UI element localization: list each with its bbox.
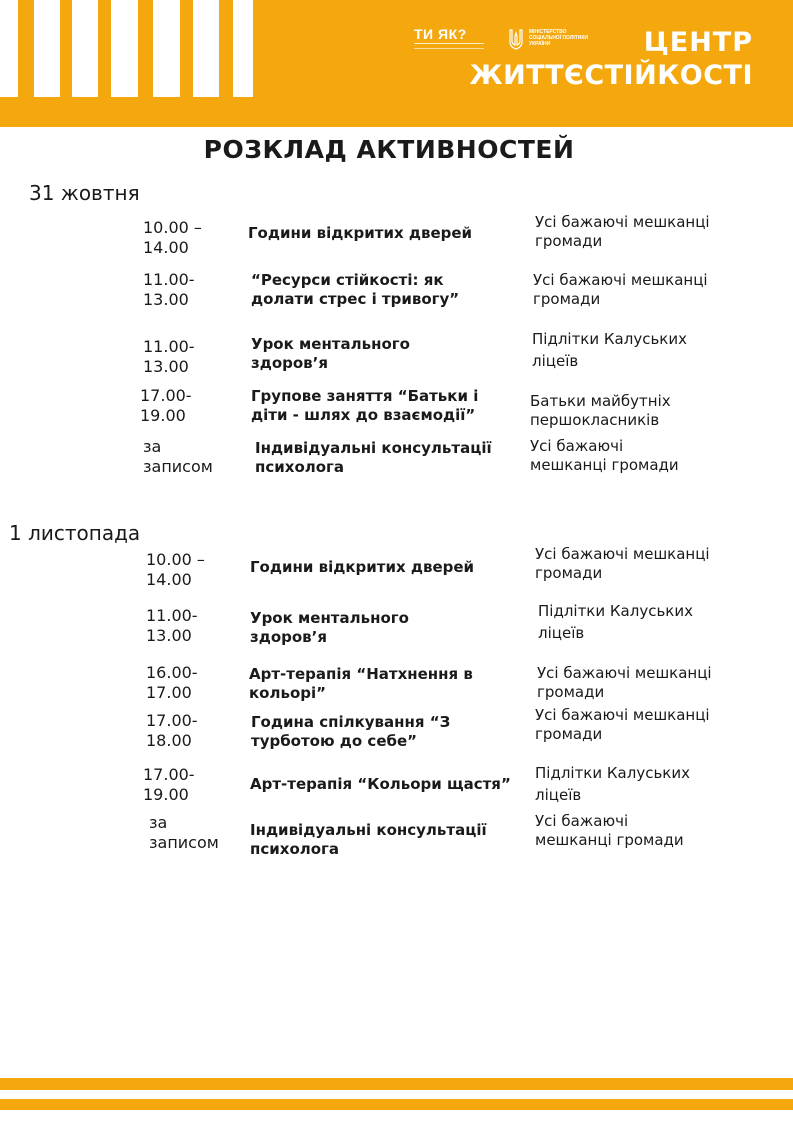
event-time: 11.00- 13.00: [146, 606, 198, 645]
event-audience: Усі бажаючі мешканці громади: [535, 706, 710, 743]
event-time: за записом: [143, 437, 213, 476]
center-logo-title: [408, 26, 753, 92]
ministry-label: МІНІСТЕРСТВО СОЦІАЛЬНОЇ ПОЛІТИКИ УКРАЇНИ: [529, 29, 589, 48]
header-stripe: [193, 0, 219, 97]
event-audience: Підлітки Калуських ліцеїв: [538, 602, 693, 642]
event-activity: Година спілкування “З турботою до себе”: [251, 713, 451, 750]
event-audience: Усі бажаючі мешканці громади: [535, 213, 710, 250]
footer-stripe: [0, 1099, 793, 1110]
event-time: 17.00- 18.00: [146, 711, 198, 750]
tiyak-logo: ТИ ЯК?: [414, 26, 467, 42]
event-time: за записом: [149, 813, 219, 852]
center-title-line2: ЖИТТЄСТІЙКОСТІ: [469, 60, 753, 91]
event-activity: Урок ментального здоров’я: [250, 609, 409, 646]
day-heading: 1 листопада: [9, 521, 141, 545]
event-time: 17.00- 19.00: [143, 765, 195, 804]
event-audience: Батьки майбутніх першокласників: [530, 392, 671, 429]
event-time: 11.00- 13.00: [143, 337, 195, 376]
event-audience: Підлітки Калуських ліцеїв: [535, 764, 690, 804]
event-audience: Усі бажаючі мешканці громади: [537, 664, 712, 701]
event-activity: Арт-терапія “Кольори щастя”: [250, 775, 511, 793]
event-audience: Усі бажаючі мешканці громади: [535, 812, 684, 849]
event-audience: Усі бажаючі мешканці громади: [535, 545, 710, 582]
header-stripe: [111, 0, 138, 97]
event-time: 17.00- 19.00: [140, 386, 192, 425]
event-activity: Арт-терапія “Натхнення в кольорі”: [249, 665, 473, 702]
event-audience: Усі бажаючі мешканці громади: [530, 437, 679, 474]
event-time: 16.00- 17.00: [146, 663, 198, 702]
event-audience: Підлітки Калуських ліцеїв: [532, 330, 687, 370]
event-activity: Індивідуальні консультації психолога: [250, 821, 487, 858]
header-stripe: [153, 0, 180, 97]
footer-stripe: [0, 1078, 793, 1090]
event-activity: Урок ментального здоров’я: [251, 335, 410, 372]
event-time: 10.00 – 14.00: [146, 550, 205, 589]
event-audience: Усі бажаючі мешканці громади: [533, 271, 708, 308]
page-title: РОЗКЛАД АКТИВНОСТЕЙ: [203, 135, 575, 164]
event-activity: Групове заняття “Батьки і діти - шлях до взаємодії”: [251, 387, 479, 424]
event-activity: Індивідуальні консультації психолога: [255, 439, 492, 476]
header-stripe: [72, 0, 98, 97]
event-activity: Години відкритих дверей: [250, 558, 475, 576]
header-stripe: [34, 0, 60, 97]
center-title-line1: ЦЕНТР: [643, 27, 753, 58]
day-heading: 31 жовтня: [29, 181, 140, 205]
header-stripe: [0, 0, 18, 97]
header-stripe: [233, 0, 253, 97]
event-activity: Години відкритих дверей: [248, 224, 473, 242]
event-time: 10.00 – 14.00: [143, 218, 202, 257]
event-time: 11.00- 13.00: [143, 270, 195, 309]
event-activity: “Ресурси стійкості: як долати стрес і тривогу”: [251, 271, 460, 308]
